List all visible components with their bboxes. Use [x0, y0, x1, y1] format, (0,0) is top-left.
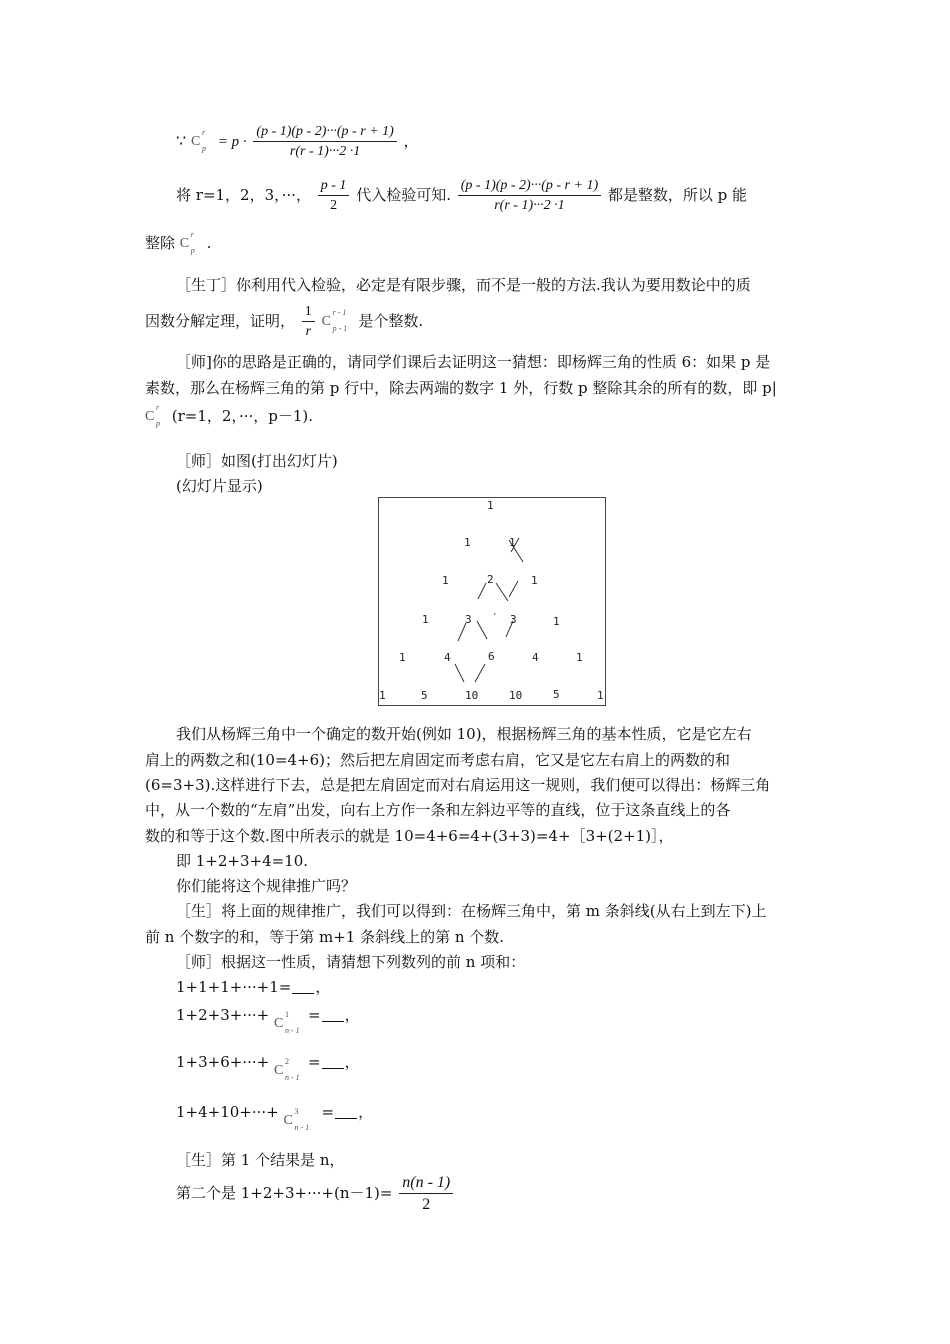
- triangle-diagonal-lines: [379, 498, 605, 705]
- triangle-row4-num: 1: [422, 613, 429, 626]
- triangle-row3-num: 2: [487, 573, 494, 586]
- answer-blank[interactable]: [335, 1104, 357, 1119]
- triangle-row6-num: 10: [509, 689, 523, 702]
- one-over-r-fraction: $\frac{1}{r}$: [302, 304, 315, 340]
- para-main-line1: 我们从杨辉三角中一个确定的数开始(例如 10)，根据杨辉三角的基本性质，它是它左右: [176, 725, 752, 743]
- sum3-tail: ，: [344, 1053, 360, 1071]
- para-shi3-line1: ［师］根据这一性质，请猜想下列数列的前 n 项和：: [176, 953, 526, 971]
- sum1-tail: ，: [315, 978, 331, 996]
- triangle-row4-num: 1: [553, 615, 560, 628]
- divides-post: .: [206, 234, 212, 252]
- sum3-expression: 1+3+6+···+: [176, 1053, 270, 1071]
- answer-blank[interactable]: [292, 979, 314, 994]
- because-symbol: ∵: [176, 131, 187, 150]
- combination-symbol: C 3 n - 1: [283, 1107, 310, 1132]
- combination-symbol: C r p: [190, 128, 206, 153]
- para-main-line2: 肩上的两数之和(10=4+6)；然后把左肩固定而考虑右肩，它又是它左右肩上的两数的和: [145, 751, 731, 769]
- sum-row-2: [176, 1004, 360, 1035]
- formula-eq: = p ·: [217, 134, 247, 150]
- formula-fraction: $\frac{(p - 1)(p - 2)\cdot\cdot\cdot(p - r + 1)}{r(r - 1)\cdot\cdot\cdot 2 \cdot 1}$: [253, 124, 396, 160]
- substitution-post: 都是整数，所以 p 能: [607, 186, 748, 204]
- triangle-row2-num: 1: [509, 536, 516, 549]
- answer-blank[interactable]: [322, 1054, 344, 1069]
- combination-symbol: C 1 n - 1: [274, 1010, 300, 1035]
- para-main-line6: 即 1+2+3+4=10.: [176, 852, 309, 870]
- para-shi1-line2: 素数，那么在杨辉三角的第 p 行中，除去两端的数字 1 外，行数 p 整除其余的所有的数，即 p|: [145, 379, 777, 397]
- para-shi1-line1: ［师]你的思路是正确的，请同学们课后去证明这一猜想：即杨辉三角的性质 6：如果 p 是: [176, 353, 771, 371]
- sum1-expression: 1+1+1+···+1=: [176, 978, 292, 996]
- triangle-row1-num: 1: [487, 499, 494, 512]
- sum4-tail: ，: [358, 1103, 374, 1121]
- triangle-row6-num: 5: [421, 689, 428, 702]
- para-shi1-post: (r=1，2，···，p－1).: [171, 407, 314, 425]
- substitution-pre: 将 r=1，2，3，···，: [176, 186, 311, 204]
- answer-line2: [176, 1174, 455, 1214]
- substitution-mid: 代入检验可知.: [356, 186, 451, 204]
- yanghui-triangle-figure: [378, 497, 606, 706]
- half-fraction: $\frac{p - 1}{2}$: [318, 178, 350, 214]
- triangle-row6-num: 1: [379, 689, 386, 702]
- answer-blank[interactable]: [322, 1007, 344, 1022]
- triangle-row5-num: 4: [444, 651, 451, 664]
- sum-row-3: [176, 1051, 360, 1082]
- para-sheng-line2: 前 n 个数字的和，等于第 m+1 条斜线上的第 n 个数.: [145, 928, 505, 946]
- para-main-line5: 数的和等于这个数.图中所表示的就是 10=4+6=4+(3+3)=4+［3+(2+1)］，: [145, 827, 674, 845]
- triangle-row5-num: 6: [488, 650, 495, 663]
- para-shi2-line1: ［师］如图(打出幻灯片): [176, 452, 338, 470]
- sum3-eq: =: [308, 1053, 321, 1071]
- substitution-fraction: $\frac{(p - 1)(p - 2)\cdot\cdot\cdot(p - r + 1)}{r(r - 1)\cdot\cdot\cdot 2 \cdot 1}$: [458, 178, 601, 214]
- triangle-row5-num: 4: [532, 651, 539, 664]
- triangle-row6-num: 1: [597, 689, 604, 702]
- combination-symbol: C 2 n - 1: [274, 1057, 300, 1082]
- divides-pre: 整除: [145, 234, 176, 252]
- combination-symbol: C r - 1 p - 1: [321, 308, 348, 333]
- triangle-row6-num: 5: [553, 688, 560, 701]
- combination-symbol: C r p: [145, 403, 160, 428]
- answer2-pre: 第二个是 1+2+3+···+(n－1)=: [176, 1184, 393, 1202]
- para-ding-line1: ［生丁］你利用代入检验，必定是有限步骤，而不是一般的方法.我认为要用数论中的质: [176, 276, 751, 294]
- sum4-eq: =: [321, 1103, 335, 1121]
- para-ding-line2: [145, 304, 423, 340]
- triangle-row4-num: 3: [510, 613, 517, 626]
- answer2-fraction: $\frac{n(n - 1)}{2}$: [399, 1174, 453, 1214]
- triangle-row5-num: 1: [399, 651, 406, 664]
- para-main-line4: 中，从一个数的“左肩”出发，向右上方作一条和左斜边平等的直线，位于这条直线上的各: [145, 801, 731, 819]
- formula-tail: ，: [403, 132, 419, 150]
- sum2-eq: =: [308, 1006, 321, 1024]
- answer-line1: ［生］第 1 个结果是 n，: [176, 1151, 345, 1169]
- para-shi1-line3: [145, 405, 313, 427]
- para-shi2-line2: (幻灯片显示): [176, 477, 263, 495]
- combination-symbol: C r p: [179, 230, 195, 255]
- para-sheng-line1: ［生］将上面的规律推广，我们可以得到：在杨辉三角中，第 m 条斜线(从右上到左下)上: [176, 902, 767, 920]
- triangle-row4-dot: ·: [492, 610, 498, 620]
- divides-line: [145, 232, 211, 254]
- triangle-row3-num: 1: [531, 574, 538, 587]
- triangle-row6-num: 10: [465, 689, 479, 702]
- para-main-line7: 你们能将这个规律推广吗？: [176, 877, 357, 895]
- sum2-expression: 1+2+3+···+: [176, 1006, 270, 1024]
- formula-combination-expansion: [176, 124, 419, 160]
- sum4-expression: 1+4+10+···+: [176, 1103, 279, 1121]
- triangle-row2-num: 1: [464, 536, 471, 549]
- sum-row-1: [176, 976, 330, 997]
- triangle-row5-num: 1: [576, 651, 583, 664]
- para-ding-pre: 因数分解定理，证明，: [145, 312, 296, 330]
- para-main-line3: (6=3+3).这样进行下去，总是把左肩固定而对右肩运用这一规则，我们便可以得出：杨辉三角: [145, 776, 771, 794]
- triangle-row4-num: 3: [465, 613, 472, 626]
- sum-row-4: [176, 1101, 374, 1132]
- sum2-tail: ，: [344, 1006, 360, 1024]
- para-ding-post: 是个整数.: [358, 312, 424, 330]
- substitution-line: [176, 178, 747, 214]
- triangle-row3-num: 1: [442, 574, 449, 587]
